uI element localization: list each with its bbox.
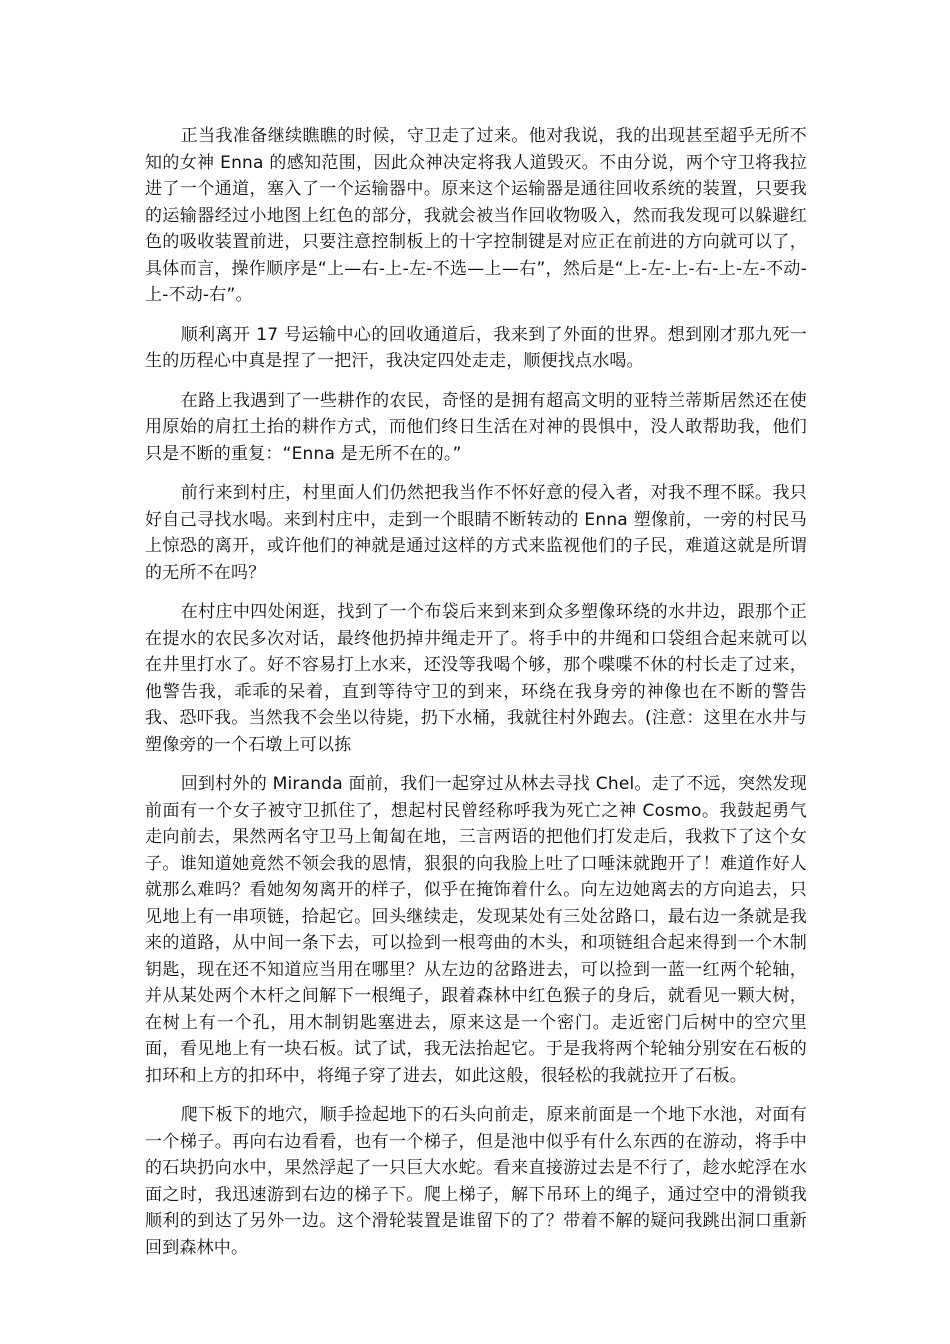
document-page [145,123,807,1274]
paragraph: 前行来到村庄，村里面人们仍然把我当作不怀好意的侵入者，对我不理不睬。我只好自己寻找水喝。来到村庄中，走到一个眼睛不断转动的 Enna 塑像前，一旁的村民马上惊恐的离开，或许他们的神就是通过这样的方式来监视他们的子民，难道这就是所谓的无所不在吗？ [145,483,807,583]
paragraph: 正当我准备继续瞧瞧的时候，守卫走了过来。他对我说，我的出现甚至超乎无所不知的女神 Enna 的感知范围，因此众神决定将我人道毁灭。不由分说，两个守卫将我拉进了一个通道，塞入了一个运输器中。原来这个运输器是通往回收系统的装置，只要我的运输器经过小地图上红色的部分，我就会被当作回收物吸入，然而我发现可以躲避红色的吸收装置前进，只要注意控制板上的十字控制键是对应正在前进的方向就可以了，具体而言，操作顺序是“上—右-上-左-不选—上—右”，然后是“上-左-上-右-上-左-不动-上-不动-右”。 [145,126,807,305]
paragraph: 爬下板下的地穴，顺手捡起地下的石头向前走，原来前面是一个地下水池，对面有一个梯子。再向右边看看，也有一个梯子，但是池中似乎有什么东西的在游动，将手中的石块扔向水中，果然浮起了一只巨大水蛇。看来直接游过去是不行了，趁水蛇浮在水面之时，我迅速游到右边的梯子下。爬上梯子，解下吊环上的绳子，通过空中的滑锁我顺利的到达了另外一边。这个滑轮装置是谁留下的了？带着不解的疑问我跳出洞口重新回到森林中。 [145,1105,807,1258]
paragraph: 顺利离开 17 号运输中心的回收通道后，我来到了外面的世界。想到刚才那九死一生的历程心中真是捏了一把汗，我决定四处走走，顺便找点水喝。 [145,324,807,371]
paragraph: 回到村外的 Miranda 面前，我们一起穿过从林去寻找 Chel。走了不远，突然发现前面有一个女子被守卫抓住了，想起村民曾经称呼我为死亡之神 Cosmo。我鼓起勇气走向前去，果然两名守卫马上匍匐在地，三言两语的把他们打发走后，我救下了这个女子。谁知道她竟然不领会我的恩情，狠狠的向我脸上吐了口唾沫就跑开了！难道作好人就那么难吗？看她匆匆离开的样子，似乎在掩饰着什么。向左边她离去的方向追去，只见地上有一串项链，拾起它。回头继续走，发现某处有三处岔路口，最右边一条就是我来的道路，从中间一条下去，可以捡到一根弯曲的木头，和项链组合起来得到一个木制钥匙，现在还不知道应当用在哪里？从左边的岔路进去，可以捡到一蓝一红两个轮轴，并从某处两个木杆之间解下一根绳子，跟着森林中红色猴子的身后，就看见一颗大树，在树上有一个孔，用木制钥匙塞进去，原来这是一个密门。走近密门后树中的空穴里面，看见地上有一块石板。试了试，我无法抬起它。于是我将两个轮轴分别安在石板的扣环和上方的扣环中，将绳子穿了进去，如此这般，很轻松的我就拉开了石板。 [145,774,807,1086]
paragraph: 在村庄中四处闲逛，找到了一个布袋后来到来到众多塑像环绕的水井边，跟那个正在提水的农民多次对话，最终他扔掉井绳走开了。将手中的井绳和口袋组合起来就可以在井里打水了。好不容易打上水来，还没等我喝个够，那个喋喋不休的村长走了过来，他警告我，乖乖的呆着，直到等待守卫的到来，环绕在我身旁的神像也在不断的警告我、恐吓我。当然我不会坐以待毙，扔下水桶，我就往村外跑去。(注意：这里在水井与塑像旁的一个石墩上可以拣 [145,602,807,755]
paragraph: 在路上我遇到了一些耕作的农民，奇怪的是拥有超高文明的亚特兰蒂斯居然还在使用原始的肩扛土抬的耕作方式，而他们终日生活在对神的畏惧中，没人敢帮助我，他们只是不断的重复：“Enna 是无所不在的。” [145,390,807,464]
